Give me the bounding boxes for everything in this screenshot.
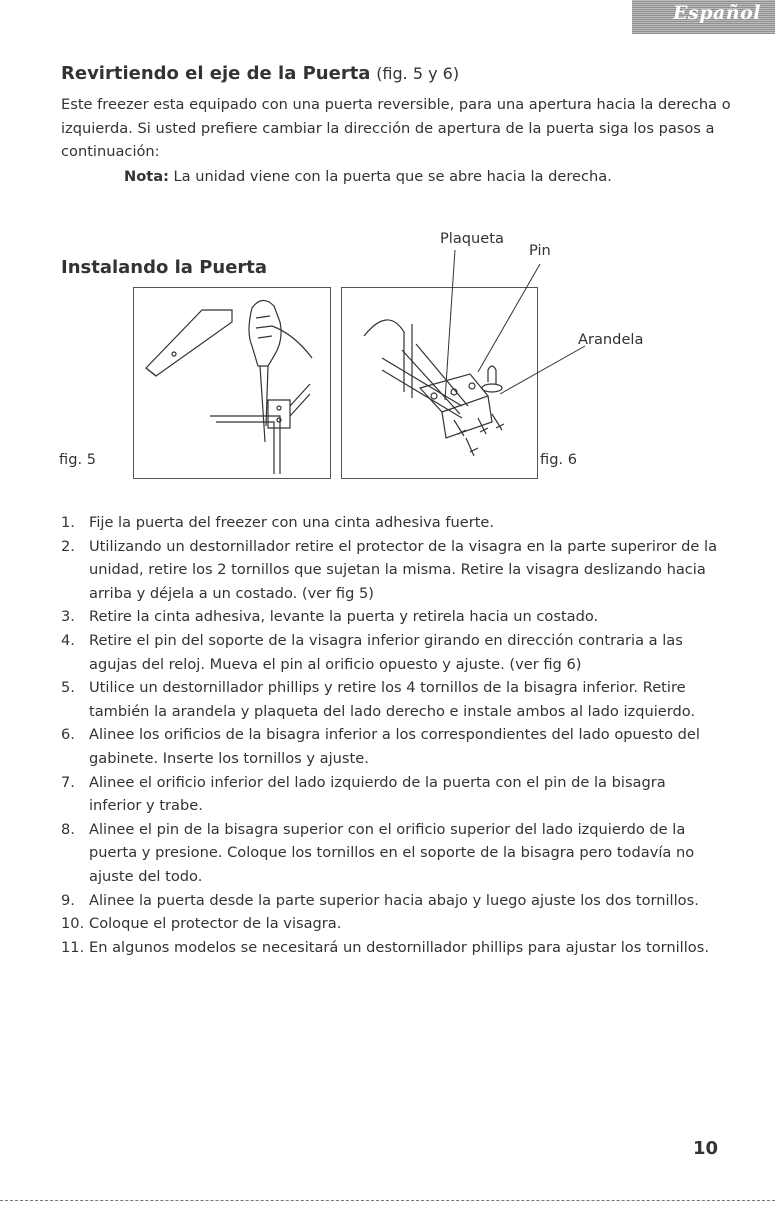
step-text: Fije la puerta del freezer con una cinta adhesiva fuerte. — [89, 514, 495, 531]
step-text: Alinee el pin de la bisagra superior con el orificio superior del lado izquierdo de la puerta y presione. Coloque los tornillos en el soporte de la bisagra pero todavía no ajuste del todo. — [89, 820, 695, 885]
figure-6-label: fig. 6 — [540, 451, 578, 468]
step-text: Utilice un destornillador phillips y retire los 4 tornillos de la bisagra inferior. Retire también la arandela y plaqueta del lado derecho e instale ambos al lado izquierdo. — [89, 679, 696, 720]
step-item — [61, 723, 721, 770]
callout-plaqueta: Plaqueta — [440, 230, 504, 247]
figure-6-illustration — [342, 288, 537, 478]
step-text: En algunos modelos se necesitará un destornillador phillips para ajustar los tornillos. — [89, 938, 709, 956]
figure-5 — [133, 287, 331, 479]
step-number: 3. — [61, 608, 75, 626]
step-number: 9. — [61, 891, 75, 909]
step-item — [61, 511, 721, 535]
step-number: 6. — [61, 726, 75, 744]
figure-6 — [341, 287, 538, 479]
step-text: Alinee el orificio inferior del lado izquierdo de la puerta con el pin de la bisagra inferior y trabe. — [89, 773, 666, 815]
step-text: Alinee la puerta desde la parte superior hacia abajo y luego ajuste los dos tornillos. — [89, 891, 699, 909]
subsection-title: Instalando la Puerta — [61, 257, 268, 278]
note-label: Nota: — [124, 168, 169, 185]
step-item — [61, 818, 721, 889]
step-item — [61, 605, 721, 629]
step-text: Retire el pin del soporte de la visagra inferior girando en dirección contraria a las agujas del reloj. Mueva el pin al orificio opuesto y ajuste. (ver fig 6) — [89, 631, 683, 673]
step-number: 8. — [61, 820, 75, 838]
step-item — [61, 889, 721, 913]
step-number: 7. — [61, 773, 75, 791]
step-text: Utilizando un destornillador retire el protector de la visagra en la parte superiror de la unidad, retire los 2 tornillos que sujetan la misma. Retire la visagra deslizando hacia arriba y déjela a un costado. (ver fig 5) — [89, 537, 718, 602]
section-title: Revirtiendo el eje de la Puerta — [61, 63, 371, 84]
step-text: Coloque el protector de la visagra. — [89, 915, 342, 933]
figure-5-illustration — [134, 288, 330, 478]
step-number: 1. — [61, 514, 75, 531]
page-number: 10 — [693, 1138, 719, 1159]
step-item — [61, 771, 721, 818]
intro-paragraph: Este freezer esta equipado con una puerta reversible, para una apertura hacia la derecha o izquierda. Si usted prefiere cambiar la dirección de apertura de la puerta siga los pasos a continuación: — [61, 96, 731, 160]
language-tab-label: Español — [673, 2, 761, 24]
step-number: 10. — [61, 915, 85, 933]
bottom-dashed-rule — [0, 1200, 775, 1201]
section-heading — [61, 63, 459, 84]
step-number: 4. — [61, 631, 75, 649]
step-item — [61, 535, 721, 606]
step-item — [61, 676, 721, 723]
callout-pin: Pin — [529, 242, 551, 259]
step-item — [61, 629, 721, 676]
step-number: 5. — [61, 679, 75, 697]
step-number: 11. — [61, 938, 85, 956]
callout-arandela: Arandela — [578, 331, 644, 348]
step-text: Retire la cinta adhesiva, levante la puerta y retirela hacia un costado. — [89, 608, 599, 626]
step-text: Alinee los orificios de la bisagra inferior a los correspondientes del lado opuesto del gabinete. Inserte los tornillos y ajuste. — [89, 726, 700, 767]
note — [124, 168, 612, 185]
note-text: La unidad viene con la puerta que se abre hacia la derecha. — [173, 168, 612, 185]
step-number: 2. — [61, 537, 75, 555]
figure-5-label: fig. 5 — [59, 451, 97, 468]
installation-steps — [61, 511, 721, 959]
section-figure-ref: (fig. 5 y 6) — [376, 64, 460, 83]
step-item — [61, 912, 721, 936]
language-tab — [632, 0, 775, 34]
step-item — [61, 936, 721, 960]
